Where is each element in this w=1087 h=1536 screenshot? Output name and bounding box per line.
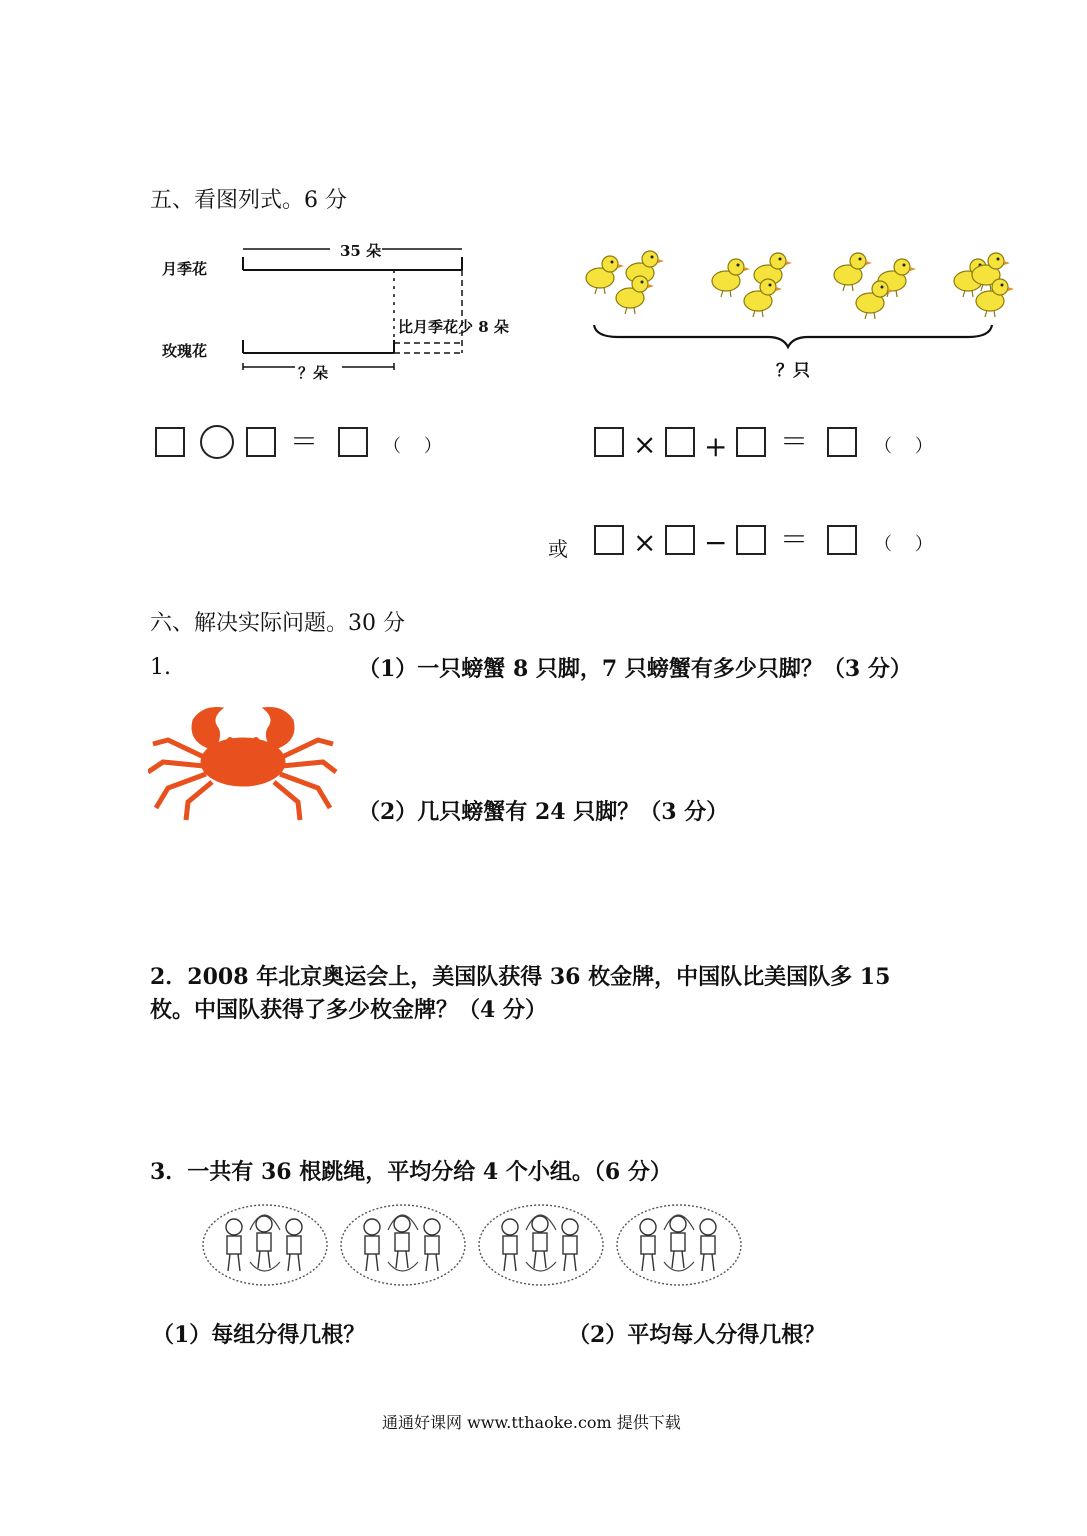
label-unknown-flowers: ？朵 (298, 364, 329, 382)
answer-box-r2-3[interactable] (736, 525, 766, 555)
chick-group-1 (586, 251, 664, 314)
crab-icon (148, 700, 338, 825)
answer-box-r1-2[interactable] (665, 427, 695, 457)
question-1-1: （1）一只螃蟹 8 只脚，7 只螃蟹有多少只脚？（3 分） (358, 656, 912, 682)
times-sign: × (633, 428, 657, 461)
section-5-title: 五、看图列式。6 分 (150, 188, 347, 213)
section-6-title: 六、解决实际问题。30 分 (150, 611, 405, 636)
answer-box-1[interactable] (155, 427, 185, 457)
chicks-illustration (578, 245, 1018, 365)
answer-box-r2-1[interactable] (594, 525, 624, 555)
label-unknown-chicks: ？只 (776, 361, 810, 381)
question-1-number: 1. (150, 655, 171, 680)
footer-credit: 通通好课网 www.tthaoke.com 提供下载 (382, 1413, 681, 1432)
chick-group-3 (834, 253, 916, 319)
operator-circle[interactable] (200, 425, 234, 459)
chick-group-4 (954, 253, 1014, 317)
question-3-2: （2）平均每人分得几根？ (568, 1322, 826, 1348)
question-2-line-1: 2．2008 年北京奥运会上，美国队获得 36 枚金牌，中国队比美国队多 15 (150, 964, 891, 990)
group-2 (341, 1205, 465, 1285)
question-2-line-2: 枚。中国队获得了多少枚金牌？（4 分） (150, 997, 547, 1023)
answer-box-r2-4[interactable] (827, 525, 857, 555)
or-label: 或 (548, 537, 568, 561)
answer-box-r1-3[interactable] (736, 427, 766, 457)
answer-box-3[interactable] (338, 427, 368, 457)
times-sign: × (633, 526, 657, 559)
label-35: 35 朵 (340, 242, 382, 260)
equals-sign: ＝ (780, 523, 809, 556)
question-3-1: （1）每组分得几根？ (152, 1322, 366, 1348)
answer-box-r2-2[interactable] (665, 525, 695, 555)
group-4 (617, 1205, 741, 1285)
jump-rope-groups (200, 1200, 760, 1295)
minus-sign: − (704, 526, 728, 559)
equals-sign: ＝ (290, 425, 319, 458)
equals-sign: ＝ (780, 425, 809, 458)
label-meigui: 玫瑰花 (162, 342, 208, 360)
answer-box-2[interactable] (246, 427, 276, 457)
question-3: 3．一共有 36 根跳绳，平均分给 4 个小组。（6 分） (150, 1159, 672, 1185)
label-yueji: 月季花 (162, 260, 208, 278)
chick-group-2 (712, 253, 792, 317)
answer-box-r1-4[interactable] (827, 427, 857, 457)
group-1 (203, 1205, 327, 1285)
label-difference: 比月季花少 8 朵 (398, 318, 509, 336)
question-1-2: （2）几只螃蟹有 24 只脚？（3 分） (358, 799, 729, 825)
group-3 (479, 1205, 603, 1285)
plus-sign: + (704, 430, 728, 463)
answer-box-r1-1[interactable] (594, 427, 624, 457)
unit-paren[interactable]: （ ） (874, 436, 933, 457)
unit-paren[interactable]: （ ） (383, 436, 442, 457)
unit-paren[interactable]: （ ） (874, 534, 933, 555)
